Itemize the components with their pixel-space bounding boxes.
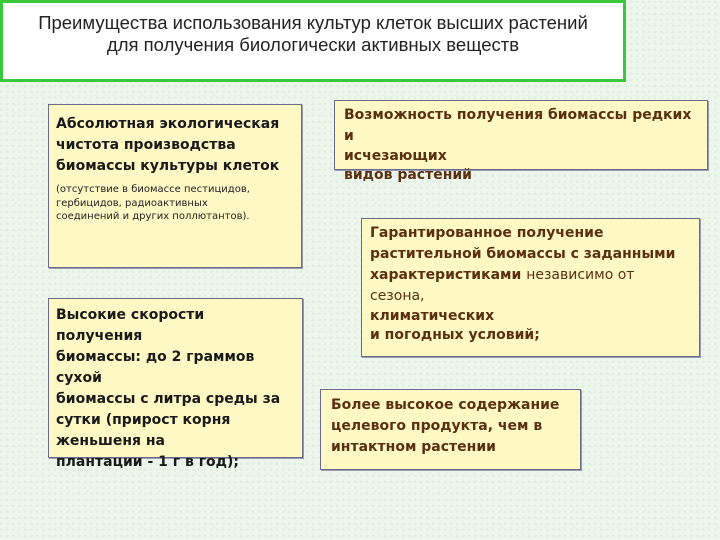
- speed-line-4: биомассы с литра среды за: [56, 391, 281, 407]
- content-line-2: целевого продукта, чем в: [331, 418, 543, 434]
- rare-line-3: видов растений: [344, 167, 472, 183]
- ecology-line-2: чистота производства: [56, 137, 236, 153]
- title-line-2: для получения биологически активных веществ: [106, 34, 520, 55]
- speed-line-2: биомассы: до 2 граммов: [56, 349, 255, 365]
- rare-species-box: [334, 100, 708, 183]
- guaranteed-biomass-box: [361, 218, 700, 357]
- ecology-note-line-3: соединений и других поллютантов).: [56, 211, 250, 222]
- speed-line-3: сухой: [56, 370, 102, 386]
- title-box: [0, 0, 626, 82]
- content-line-1: Более высокое содержание: [331, 397, 560, 413]
- speed-line-1: Высокие скорости получения: [56, 307, 205, 344]
- ecological-purity-box: [48, 104, 302, 268]
- guaranteed-line-3: [370, 265, 691, 307]
- ecology-line-3: биомассы культуры клеток: [56, 158, 280, 174]
- guaranteed-line-4: климатических: [370, 308, 495, 324]
- rare-line-1: Возможность получения биомассы редких и: [344, 107, 692, 144]
- speed-line-6: женьшеня на: [56, 433, 165, 449]
- ecology-line-1: Абсолютная экологическая: [56, 116, 280, 132]
- title-line-1: Преимущества использования культур клеток высших растений: [38, 12, 588, 33]
- ecology-note-line-2: гербицидов, радиоактивных: [56, 197, 208, 209]
- speed-line-7: плантации - 1 г в год);: [56, 454, 239, 470]
- guaranteed-line-3a: характеристиками: [370, 267, 522, 283]
- rare-line-2: исчезающих: [344, 148, 447, 164]
- guaranteed-line-1: Гарантированное получение: [370, 225, 604, 241]
- speed-line-5: сутки (прирост корня: [56, 412, 231, 428]
- content-line-3: интактном растении: [331, 439, 496, 455]
- guaranteed-line-2: растительной биомассы с заданными: [370, 246, 676, 262]
- ecology-note-line-1: (отсутствие в биомассе пестицидов,: [56, 184, 250, 195]
- guaranteed-line-5: и погодных условий;: [370, 327, 540, 343]
- high-speed-box: [48, 298, 303, 470]
- guaranteed-line-3b: независимо от сезона,: [370, 267, 635, 304]
- higher-content-box: [320, 389, 581, 470]
